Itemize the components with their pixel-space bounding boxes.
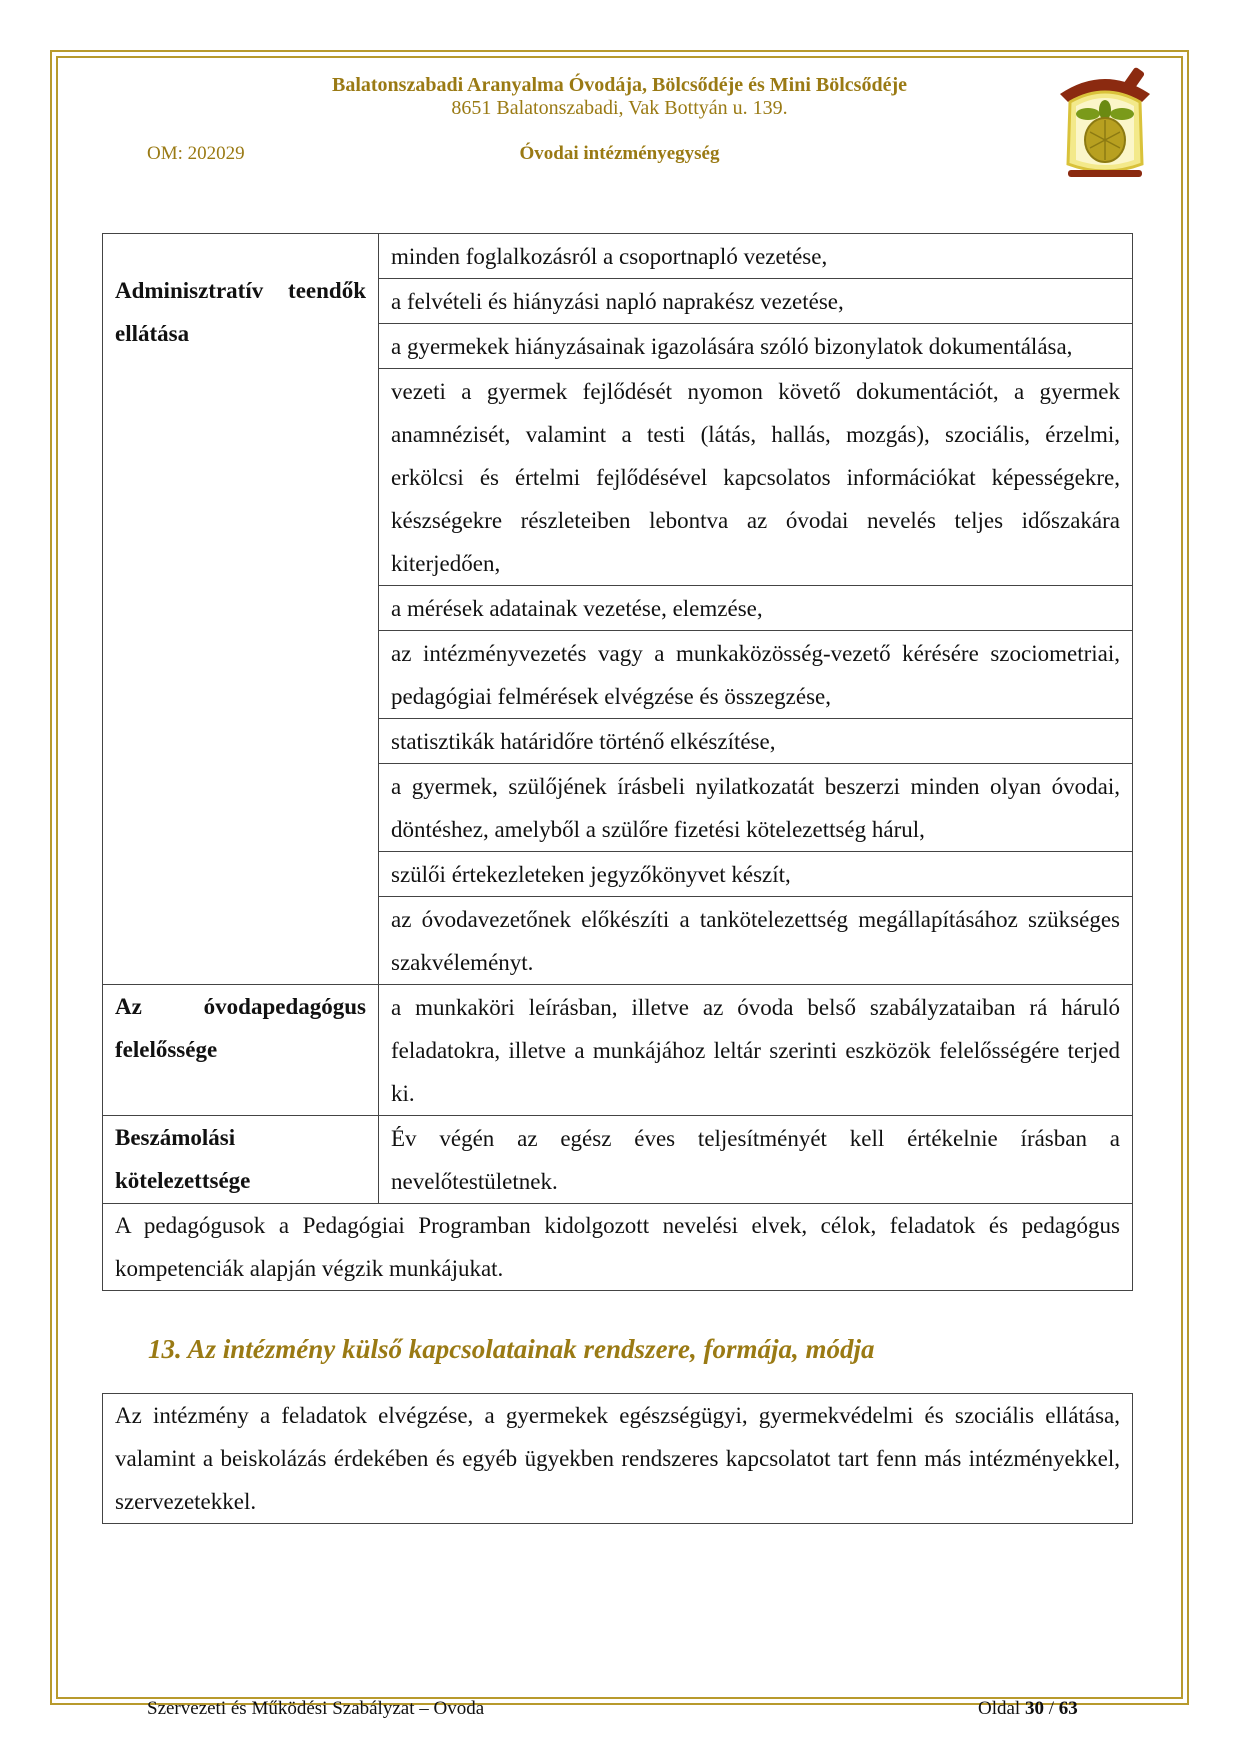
list-item: vezeti a gyermek fejlődését nyomon követő dokumentációt, a gyermek anamnézisét, valamint a testi (látás, hallás, mozgás), szociális, érzelmi, erkölcsi és értelmi fejlődésével kapcsolatos információkat képességekre, készségekre részleteiben lebontva az óvodai nevelés teljes időszakára kiterjedően, <box>379 369 1133 586</box>
institution-address: 8651 Balatonszabadi, Vak Bottyán u. 139. <box>451 97 788 119</box>
om-identifier: OM: 202029 <box>147 143 245 164</box>
list-item: minden foglalkozásról a csoportnapló vezetése, <box>379 234 1133 279</box>
row-label-responsibility: Az óvodapedagógus felelőssége <box>103 985 379 1116</box>
page-number <box>978 1698 1078 1720</box>
list-item: a gyermek, szülőjének írásbeli nyilatkozatát beszerzi minden olyan óvodai, döntéshez, amelyből a szülőre fizetési kötelezettség hárul, <box>379 764 1133 852</box>
page-separator: / <box>1048 1698 1054 1719</box>
golden-apple-bell-logo-icon <box>1050 66 1160 186</box>
list-item: a felvételi és hiányzási napló naprakész vezetése, <box>379 279 1133 324</box>
duties-table <box>102 233 1133 1291</box>
section-text-box: Az intézmény a feladatok elvégzése, a gyermekek egészségügyi, gyermekvédelmi és szociális ellátása, valamint a beiskolázás érdekében és egyéb ügyekben rendszeres kapcsolatot tart fenn más intézményekkel, szervezetekkel. <box>102 1393 1133 1524</box>
table-closing-note: A pedagógusok a Pedagógiai Programban kidolgozott nevelési elvek, célok, feladatok és pedagógus kompetenciák alapján végzik munkájukat. <box>103 1204 1133 1291</box>
list-item: Év végén az egész éves teljesítményét kell értékelnie írásban a nevelőtestületnek. <box>379 1116 1133 1204</box>
footer-document-title: Szervezeti és Működési Szabályzat – Ovoda <box>147 1698 485 1719</box>
list-item: statisztikák határidőre történő elkészítése, <box>379 719 1133 764</box>
table-row <box>103 1116 1133 1204</box>
list-item: az intézményvezetés vagy a munkaközösség-vezető kérésére szociometriai, pedagógiai felmérések elvégzése és összegzése, <box>379 631 1133 719</box>
institution-name: Balatonszabadi Aranyalma Óvodája, Bölcsődéje és Mini Bölcsődéje <box>332 74 907 96</box>
list-item: a munkaköri leírásban, illetve az óvoda belső szabályzataiban rá háruló feladatokra, illetve a munkájához leltár szerinti eszközök felelősségére terjed ki. <box>379 985 1133 1116</box>
page-total: 63 <box>1058 1698 1078 1719</box>
page-prefix: Oldal <box>978 1698 1021 1719</box>
table-row <box>103 1204 1133 1291</box>
list-item: az óvodavezetőnek előkészíti a tankötelezettség megállapításához szükséges szakvéleményt. <box>379 897 1133 985</box>
table-row <box>103 985 1133 1116</box>
row-label-administrative: Adminisztratív teendők ellátása <box>103 234 379 985</box>
table-row <box>103 234 1133 279</box>
section-heading: 13. Az intézmény külső kapcsolatainak rendszere, formája, módja <box>148 1334 875 1364</box>
list-item: a gyermekek hiányzásainak igazolására szóló bizonylatok dokumentálása, <box>379 324 1133 369</box>
row-label-reporting: Beszámolási kötelezettsége <box>103 1116 379 1204</box>
list-item: a mérések adatainak vezetése, elemzése, <box>379 586 1133 631</box>
unit-name: Óvodai intézményegység <box>519 143 720 164</box>
page-current: 30 <box>1024 1698 1044 1719</box>
list-item: szülői értekezleteken jegyzőkönyvet készít, <box>379 852 1133 897</box>
